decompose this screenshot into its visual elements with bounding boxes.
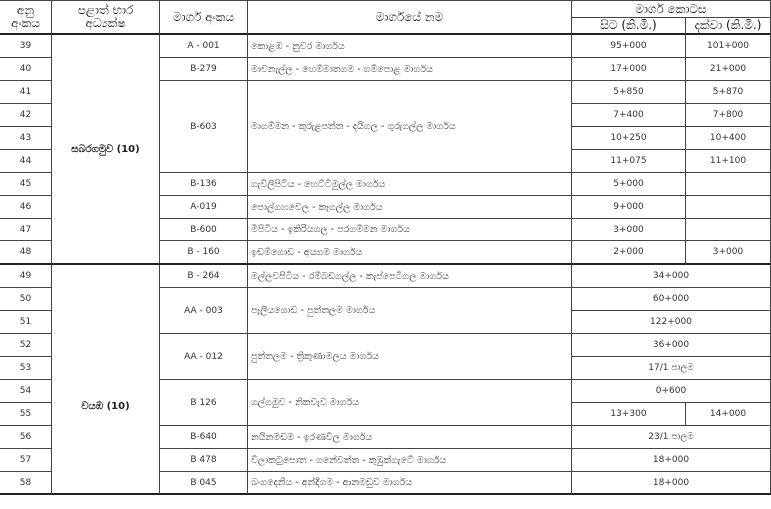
serial-cell: 47 — [0, 219, 52, 241]
road-name-cell: පොල්ගහවෙල - කෑගල්ල මාර්ගය — [248, 196, 572, 219]
region-cell-sabaragamuwa: සබරගමුව (10) — [52, 35, 160, 265]
from-km-cell: 13+300 — [572, 403, 686, 426]
region-cell-wayamba: වයඹ (10) — [52, 265, 160, 495]
serial-cell: 42 — [0, 104, 52, 127]
header-serial-no-label: අනු අංකය — [11, 3, 40, 30]
from-km-cell: 10+250 — [572, 127, 686, 150]
serial-cell: 50 — [0, 288, 52, 311]
road-name-cell: මීපිටිය - ඉකිරියගල - පරගම්මන මාර්ගය — [248, 219, 572, 241]
header-to-km — [686, 18, 771, 35]
from-km-cell: 2+000 — [572, 241, 686, 265]
serial-cell: 49 — [0, 265, 52, 288]
from-km-cell: 95+000 — [572, 35, 686, 58]
road-name-cell: බංගදෙනිය - අන්දිගම - ආනමඩුව මාර්ගය — [248, 472, 572, 495]
from-km-cell: 3+000 — [572, 219, 686, 241]
header-section-label: මාර්ග කොටස — [635, 1, 707, 16]
serial-cell: 54 — [0, 380, 52, 403]
road-no-cell: B - 264 — [160, 265, 248, 288]
header-road-no — [160, 1, 248, 35]
road-no-cell: B 478 — [160, 449, 248, 472]
section-merged-cell: 18+000 — [572, 449, 771, 472]
serial-cell: 41 — [0, 81, 52, 104]
serial-cell: 48 — [0, 241, 52, 265]
road-no-cell: B-136 — [160, 173, 248, 196]
to-km-cell: 21+000 — [686, 58, 771, 81]
road-name-cell: ගැවිලිපිටිය - හෙට්ටිමුල්ල මාර්ගය — [248, 173, 572, 196]
road-no-cell: B-640 — [160, 426, 248, 449]
section-merged-cell: 122+000 — [572, 311, 771, 334]
section-merged-cell: 60+000 — [572, 288, 771, 311]
serial-cell: 57 — [0, 449, 52, 472]
road-no-cell: AA - 012 — [160, 334, 248, 380]
to-km-cell: 101+000 — [686, 35, 771, 58]
serial-cell: 55 — [0, 403, 52, 426]
road-no-cell: B-603 — [160, 81, 248, 173]
header-agency — [52, 1, 160, 35]
road-no-cell: A-019 — [160, 196, 248, 219]
serial-cell: 56 — [0, 426, 52, 449]
road-name-cell: ඉඩම්ගොඩ - අයගම මාර්ගය — [248, 241, 572, 265]
to-km-cell: 14+000 — [686, 403, 771, 426]
to-km-cell: 7+800 — [686, 104, 771, 127]
road-no-cell: B 126 — [160, 380, 248, 426]
header-from-km — [572, 18, 686, 35]
section-merged-cell: 36+000 — [572, 334, 771, 357]
serial-cell: 39 — [0, 35, 52, 58]
header-from-km-label: සිට (කි.මී.) — [600, 18, 657, 32]
road-name-cell: මාවනැල්ල - හෙම්මාතගම - ගම්පොළ මාර්ගය — [248, 58, 572, 81]
from-km-cell: 5+000 — [572, 173, 686, 196]
header-serial-no — [0, 1, 52, 35]
header-road-name — [248, 1, 572, 35]
from-km-cell: 5+850 — [572, 81, 686, 104]
serial-cell: 53 — [0, 357, 52, 380]
from-km-cell: 7+400 — [572, 104, 686, 127]
serial-cell: 46 — [0, 196, 52, 219]
serial-cell: 43 — [0, 127, 52, 150]
road-no-cell: B-279 — [160, 58, 248, 81]
serial-cell: 45 — [0, 173, 52, 196]
serial-cell: 58 — [0, 472, 52, 495]
header-section — [572, 1, 771, 18]
from-km-cell: 17+000 — [572, 58, 686, 81]
road-name-cell: නයිනමඩම - ඉරණවිල මාර්ගය — [248, 426, 572, 449]
road-name-cell: ගල්ගමුව - නිකවැව මාර්ගය — [248, 380, 572, 426]
road-no-cell: B-600 — [160, 219, 248, 241]
header-agency-label: පළාත් භාර අධ්‍යක්ෂ — [77, 3, 134, 30]
road-no-cell: AA - 003 — [160, 288, 248, 334]
road-name-cell: පුත්තලම - ත්‍රිකුණාමලය මාර්ගය — [248, 334, 572, 380]
header-to-km-label: දක්වා (කි.මී.) — [694, 18, 762, 32]
to-km-cell: 10+400 — [686, 127, 771, 150]
serial-cell: 40 — [0, 58, 52, 81]
serial-cell: 52 — [0, 334, 52, 357]
road-name-cell: මාගම්මන - කුරුළපත්ත - දයිගල - ගුරුගල්ල මාර්ගය — [248, 81, 572, 173]
from-km-cell: 11+075 — [572, 150, 686, 173]
serial-cell: 51 — [0, 311, 52, 334]
to-km-cell: 3+000 — [686, 241, 771, 265]
to-km-cell — [686, 219, 771, 241]
to-km-cell — [686, 173, 771, 196]
header-road-no-label: මාර්ග අංකය — [172, 9, 235, 24]
road-name-cell: විලාකටුපොත - ගනේවත්ත - කුඹුක්ගැටේ මාර්ගය — [248, 449, 572, 472]
from-km-cell: 9+000 — [572, 196, 686, 219]
section-merged-cell: 18+000 — [572, 472, 771, 495]
road-name-cell: මල්ලවපිටිය - රම්බඩගල්ල - කැප්පෙටිගල මාර්ගය — [248, 265, 572, 288]
road-no-cell: B - 160 — [160, 241, 248, 265]
to-km-cell — [686, 196, 771, 219]
section-merged-cell: 23/1 පාලම — [572, 426, 771, 449]
section-merged-cell: 0+600 — [572, 380, 771, 403]
header-road-name-label: මාර්ගයේ නම — [375, 9, 444, 24]
to-km-cell: 5+870 — [686, 81, 771, 104]
serial-cell: 44 — [0, 150, 52, 173]
to-km-cell: 11+100 — [686, 150, 771, 173]
section-merged-cell: 17/1 පාලම — [572, 357, 771, 380]
section-merged-cell: 34+000 — [572, 265, 771, 288]
road-name-cell: කොළඹ - නුවර මාර්ගය — [248, 35, 572, 58]
road-name-cell: පෑලියගොඩ - පුත්තලම මාර්ගය — [248, 288, 572, 334]
road-no-cell: B 045 — [160, 472, 248, 495]
road-no-cell: A - 001 — [160, 35, 248, 58]
